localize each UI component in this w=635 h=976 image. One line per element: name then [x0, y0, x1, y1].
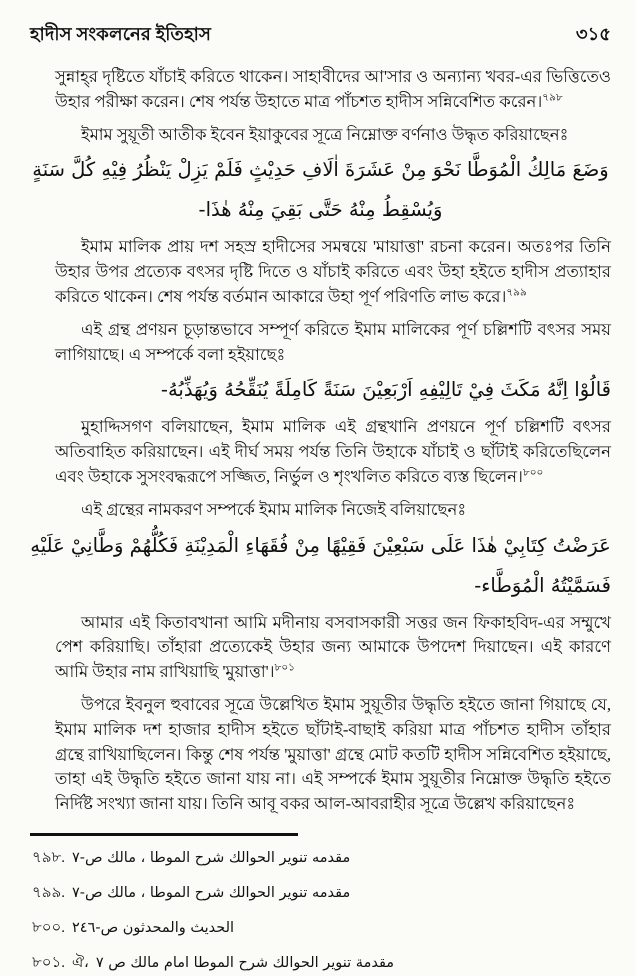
footnote-ref: ৮০০	[522, 467, 544, 479]
paragraph-text: সুন্নাহ্‌র দৃষ্টিতে যাঁচাই করিতে থাকেন। সাহাবীদের আ'সার ও অন্যান্য খবর-এর ভিত্তিতেও উহার পরীক্ষা করেন। শেষ পর্যন্ত উহাতে মাত্র পাঁচশত হাদীস সন্নিবেশিত করেন।	[55, 67, 611, 111]
footnote-citation: الحديث والمحدثون ص-٢٤٦	[72, 919, 235, 936]
footnote-number: ৭৯৯.	[32, 884, 65, 901]
footnote-citation: مقدمه تنوير الحوالك شرح الموطا ، مالك ص-٧	[71, 884, 351, 901]
footnote-number: ৮০০.	[32, 919, 65, 936]
paragraph	[55, 498, 611, 523]
paragraph-text: আমার এই কিতাবখানা আমি মদীনায় বসবাসকারী সত্তর জন ফিকাহবিদ-এর সম্মুখে পেশ করিয়াছি। তাঁহারা প্রত্যেকেই উহার জন্য আমাকে উপদেশ দিয়াছেন। এই কারণে আমি উহার নাম রাখিয়াছি 'মুয়াত্তা'।	[55, 612, 611, 682]
footnotes-section	[32, 846, 611, 976]
footnote-item	[32, 916, 611, 941]
paragraph	[55, 415, 611, 489]
footnote-number: ৭৯৮.	[32, 849, 65, 866]
paragraph	[55, 611, 611, 685]
paragraph-text: মুহাদ্দিসগণ বলিয়াছেন, ইমাম মালিক এই গ্রন্থখানি প্রণয়নে পূর্ণ চল্লিশটি বৎসর অতিবাহিত করিয়াছেন। এই দীর্ঘ সময় পর্যন্ত তিনি উহাকে যাঁচাই ও ছাঁটাই করিতেছিলেন এবং উহাকে সুসংবদ্ধরূপে সজ্জিত, নির্ভুল ও শৃংখলিত করিতে ব্যস্ত ছিলেন।	[55, 417, 611, 486]
arabic-quote-line: فَسَمَّيْتُهُ الْمُوَطَّاء-	[474, 573, 611, 597]
footnote-ibid-mark: ঐ،	[71, 954, 89, 971]
paragraph-text: উপরে ইবনুল হুবাবের সূত্রে উল্লেখিত ইমাম সুয়ূতীর উদ্ধৃতি হইতে জানা গিয়াছে যে, ইমাম মালিক দশ হাজার হাদীস হইতে ছাঁটাই-বাছাই করিয়া মাত্র পাঁচশত হাদীস তাঁহার গ্রন্থে রাখিয়াছিলেন। কিন্তু শেষ পর্যন্ত 'মুয়াত্তা' গ্রন্থে মোট কতটি হাদীস সন্নিবেশিত হইয়াছে, তাহা এই উদ্ধৃতি হইতে জানা যায় না। এই সম্পর্কে ইমাম সুয়ূতীর নিম্নোক্ত উদ্ধৃতি হইতে নির্দিষ্ট সংখ্যা জানা যায়। তিনি আবূ বকর আল-আবরাহীর সূত্রে উল্লেখ করিয়াছেনঃ	[55, 694, 611, 814]
running-title: হাদীস সংকলনের ইতিহাস	[30, 24, 212, 44]
arabic-quote-line: قَالُوْا اِنَّهُ مَكَثَ فِيْ تَالِيْفِهِ اَرْبَعِيْنَ سَنَةً كَامِلَةً يُنَقِّحُهُ وَيُهَذِّبُهُ-	[160, 378, 611, 402]
page-number: ৩১৫	[575, 24, 611, 44]
arabic-quote-line: عَرَضْتُ كِتَابِيْ هٰذَا عَلَى سَبْعِيْنَ فَقِيْهًا مِنْ فُقَهَاءِ الْمَدِيْنَةِ فَكُلُّهُمْ وَطَّانِيْ عَلَيْهِ	[30, 533, 611, 557]
footnote-ref: ৮০১	[274, 662, 296, 674]
footnote-ref: ৭৯৮	[542, 92, 563, 104]
footnote-citation: مقدمه تنوير الحوالك شرح الموطا ، مالك ص-٧	[71, 849, 351, 866]
footnote-item	[32, 951, 611, 976]
paragraph-text: এই গ্রন্থের নামকরণ সম্পর্কে ইমাম মালিক নিজেই বলিয়াছেনঃ	[81, 499, 467, 519]
footnote-number: ৮০১.	[32, 954, 65, 971]
paragraph	[55, 318, 611, 368]
footnote-ref: ৭৯৯	[506, 287, 527, 299]
paragraph	[55, 65, 611, 115]
paragraph	[55, 235, 611, 309]
footnote-item	[32, 846, 611, 871]
paragraph-text: এই গ্রন্থ প্রণয়ন চূড়ান্তভাবে সম্পূর্ণ করিতে ইমাম মালিকের পূর্ণ চল্লিশটি বৎসর সময় লাগিয়াছে। এ সম্পর্কে বলা হইয়াছেঃ	[55, 319, 611, 364]
footnote-divider	[30, 833, 298, 836]
arabic-quote-line: وَضَعَ مَالِكُ الْمُوَطَّا نَحْوَ مِنْ عَشَرَةَ اٰلَافِ حَدِيْثٍ فَلَمْ يَزِلْ يَنْظُرُ فِيْهِ كُلَّ سَنَةٍ	[32, 158, 609, 182]
footnote-item	[32, 881, 611, 906]
footnote-citation: مقدمة تنوير الحوالك شرح الموطا امام مالك ص ٧	[95, 954, 395, 971]
page-header	[30, 20, 611, 51]
paragraph-text: ইমাম মালিক প্রায় দশ সহস্র হাদীসের সমন্বয়ে 'মায়াত্তা' রচনা করেন। অতঃপর তিনি উহার উপর প্রত্যেক বৎসর দৃষ্টি দিতে ও যাঁচাই করিতে এবং উহা হইতে হাদীস প্রত্যাহার করিতে থাকেন। শেষ পর্যন্ত বর্তমান আকারে উহা পূর্ণ পরিণতি লাভ করে।	[55, 237, 611, 306]
paragraph	[55, 693, 611, 817]
paragraph	[55, 123, 611, 148]
paragraph-text: ইমাম সুয়ূতী আতীক ইবেন ইয়াকুবের সূত্রে নিম্নোক্ত বর্ণনাও উদ্ধৃত করিয়াছেনঃ	[81, 124, 569, 144]
arabic-quote-line: وَيُسْقِطُ مِنْهُ حَتَّى بَقِيَ مِنْهُ هٰذَا-	[198, 198, 443, 222]
